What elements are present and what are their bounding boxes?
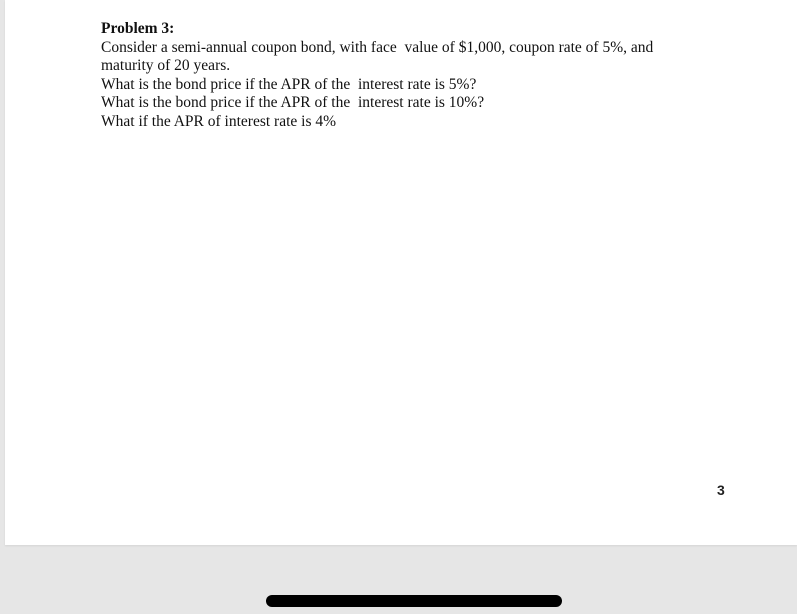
problem-title: Problem 3: [101,20,175,37]
document-page [5,0,797,545]
question-line: What is the bond price if the APR of the interest rate is 5%? [101,75,477,93]
question-line: What if the APR of interest rate is 4% [101,112,337,130]
problem-text-line: maturity of 20 years. [101,57,231,74]
page-content [101,20,701,131]
home-indicator-bar[interactable] [266,595,562,607]
page-number: 3 [717,482,725,498]
problem-text-line: Consider a semi-annual coupon bond, with face value of $1,000, coupon rate of 5%, and [101,38,654,56]
question-line: What is the bond price if the APR of the interest rate is 10%? [101,94,485,111]
